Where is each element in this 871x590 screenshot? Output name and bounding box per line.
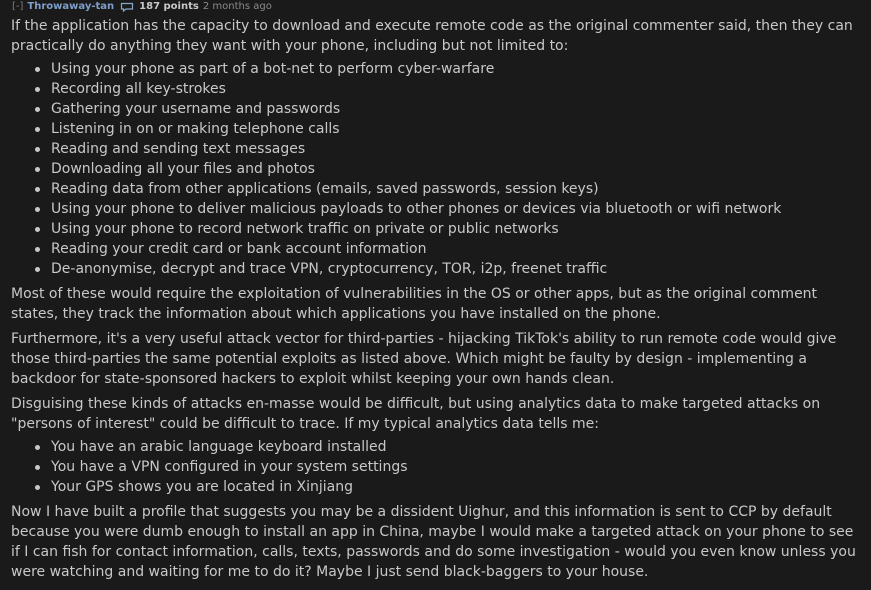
threat-list (11, 59, 863, 279)
user-flair-icon (120, 2, 134, 12)
list-item: Reading your credit card or bank account information (11, 239, 863, 259)
list-item: Recording all key-strokes (11, 79, 863, 99)
collapse-toggle[interactable]: [-] (12, 1, 24, 12)
list-item: Gathering your username and passwords (11, 99, 863, 119)
list-item: Using your phone to record network traffic on private or public networks (11, 219, 863, 239)
list-item: You have a VPN configured in your system settings (11, 457, 863, 477)
list-item: Downloading all your files and photos (11, 159, 863, 179)
comment-paragraph: Furthermore, it's a very useful attack vector for third-parties - hijacking TikTok's ability to run remote code would give those third-parties the same potential exploits as listed above. Which might be faulty by design - implementing a backdoor for state-sponsored hackers to exploit whilst keeping your own hands clean. (11, 331, 837, 387)
list-item: Your GPS shows you are located in Xinjiang (11, 477, 863, 497)
score: 187 points (139, 1, 199, 12)
list-item: Using your phone as part of a bot-net to perform cyber-warfare (11, 59, 863, 79)
comment-body (11, 16, 863, 582)
timestamp: 2 months ago (202, 1, 272, 12)
comment-paragraph: Most of these would require the exploitation of vulnerabilities in the OS or other apps, but as the original comment states, they track the information about which applications you have installed on the phone. (11, 286, 818, 322)
comment-tagline (12, 1, 272, 13)
list-item: Reading and sending text messages (11, 139, 863, 159)
comment-paragraph: Disguising these kinds of attacks en-masse would be difficult, but using analytics data to make targeted attacks on "persons of interest" could be difficult to trace. If my typical analytics data tells me: (11, 396, 821, 432)
list-item: Reading data from other applications (emails, saved passwords, session keys) (11, 179, 863, 199)
comment-paragraph: Now I have built a profile that suggests you may be a dissident Uighur, and this information is sent to CCP by default because you were dumb enough to install an app in China, maybe I would make a targeted attack on your phone to see if I can fish for contact information, calls, texts, passwords and do some investigation - would you even know unless you were watching and waiting for me to do it? Maybe I just send black-baggers to your house. (11, 504, 856, 580)
list-item: Listening in on or making telephone calls (11, 119, 863, 139)
comment-paragraph: If the application has the capacity to download and execute remote code as the original commenter said, then they can practically do anything they want with your phone, including but not limited to: (11, 18, 853, 54)
list-item: You have an arabic language keyboard installed (11, 437, 863, 457)
analytics-list (11, 437, 863, 497)
list-item: Using your phone to deliver malicious payloads to other phones or devices via bluetooth or wifi network (11, 199, 863, 219)
author-link[interactable]: Throwaway-tan (27, 1, 115, 12)
list-item: De-anonymise, decrypt and trace VPN, cryptocurrency, TOR, i2p, freenet traffic (11, 259, 863, 279)
